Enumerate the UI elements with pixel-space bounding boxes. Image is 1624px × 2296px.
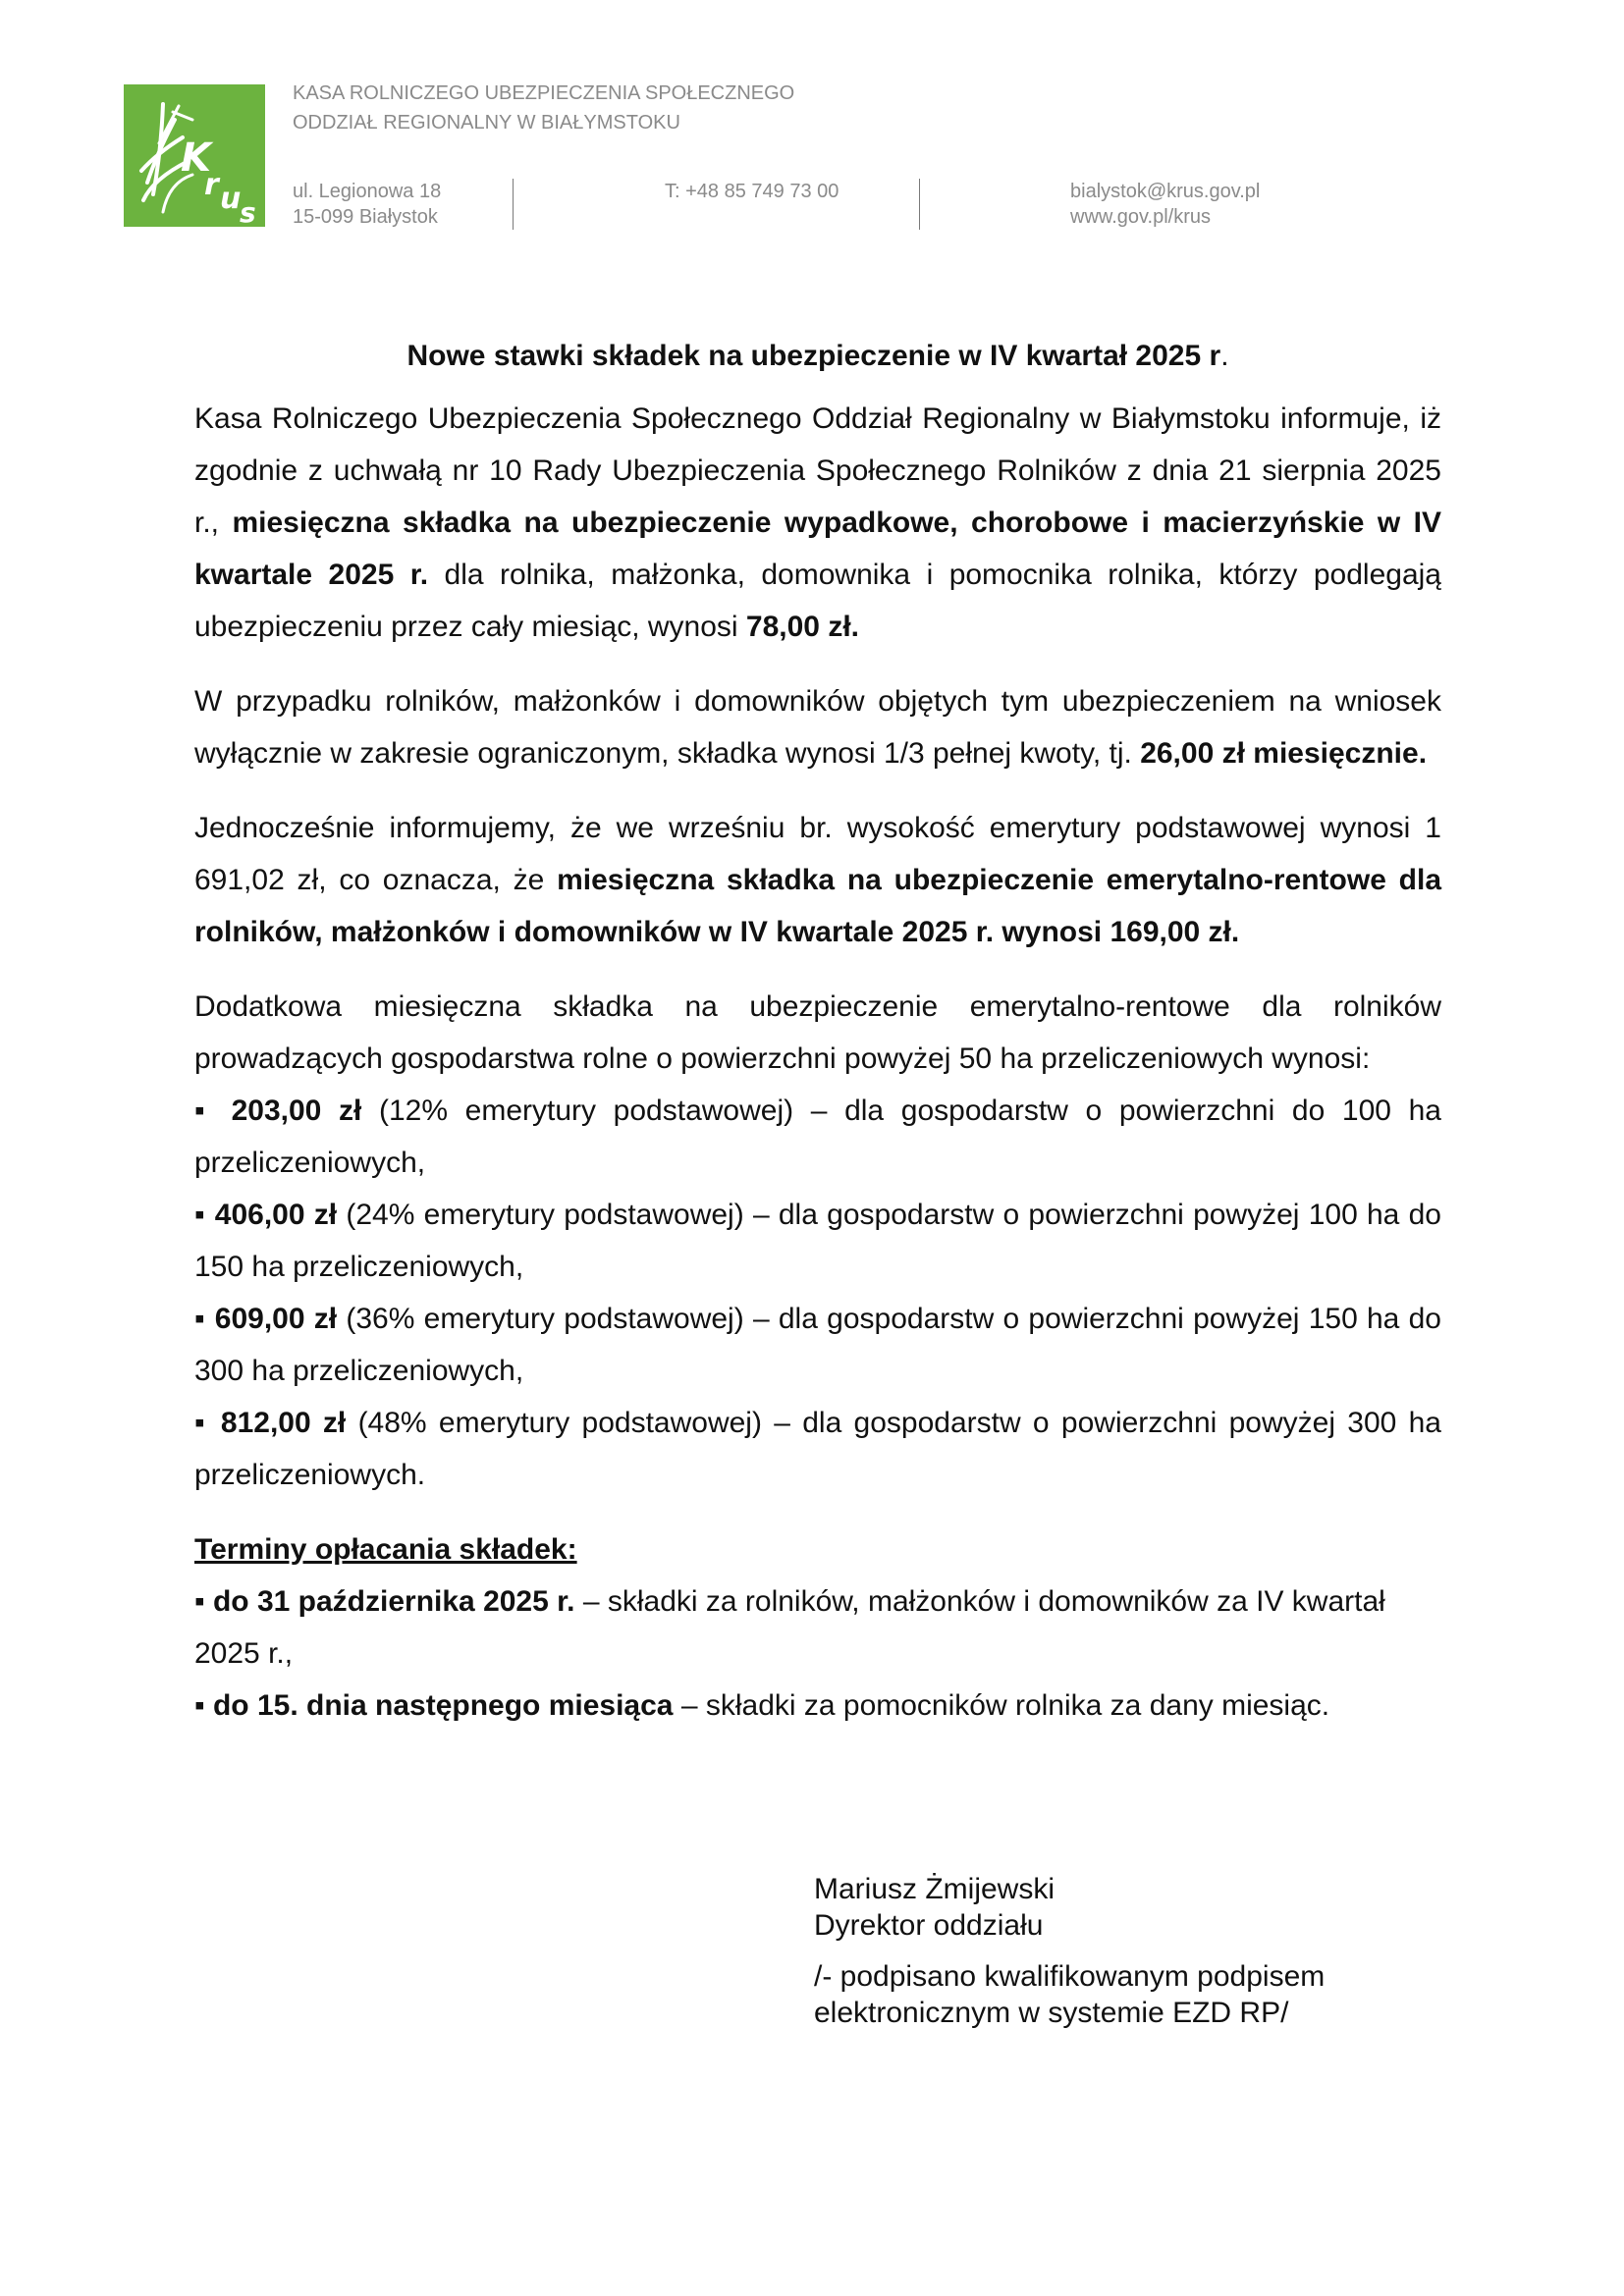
paragraph-text: W przypadku rolników, małżonków i domowników objętych tym ubezpieczeniem na wniosek wyłącznie w zakresie ograniczonym, składka wynosi 1/3 pełnej kwoty, tj. bbox=[194, 685, 1441, 770]
list-item bbox=[194, 1189, 1441, 1293]
signature-note-line1: /- podpisano kwalifikowanym podpisem bbox=[814, 1960, 1326, 1993]
paragraph-text: Jednocześnie informujemy, że we wrześniu br. wysokość emerytury podstawowej wynosi 1 691,02 zł, co oznacza, że bbox=[194, 812, 1441, 896]
paragraph-accident-insurance bbox=[194, 393, 1441, 653]
term-deadline: do 31 października 2025 r. bbox=[212, 1585, 575, 1618]
bullet-icon: ▪ bbox=[194, 1199, 215, 1231]
payment-terms bbox=[194, 1523, 1441, 1732]
svg-text:K: K bbox=[181, 135, 211, 181]
paragraph-bold: 26,00 zł miesięcznie. bbox=[1140, 737, 1428, 770]
rate-description: (36% emerytury podstawowej) – dla gospodarstw o powierzchni powyżej 150 ha do 300 ha przeliczeniowych, bbox=[194, 1303, 1441, 1387]
document-title bbox=[194, 330, 1441, 383]
paragraph-bold: miesięczna składka na ubezpieczenie wypadkowe, chorobowe i macierzyńskie w IV kwartale 2025 r. bbox=[194, 507, 1442, 591]
term-description: – składki za rolników, małżonków i domowników za IV kwartał 2025 r., bbox=[194, 1585, 1385, 1670]
paragraph-bold: miesięczna składka na ubezpieczenie emerytalno-rentowe dla rolników, małżonków i domowników w IV kwartale 2025 r. wynosi 169,00 zł. bbox=[194, 864, 1442, 948]
bullet-icon: ▪ bbox=[194, 1585, 213, 1618]
signatory-position: Dyrektor oddziału bbox=[814, 1909, 1044, 1942]
paragraph-limited-insurance bbox=[194, 675, 1441, 779]
org-name-line2: ODDZIAŁ REGIONALNY W BIAŁYMSTOKU bbox=[293, 112, 680, 133]
bullet-icon: ▪ bbox=[194, 1689, 213, 1722]
contact-block bbox=[1070, 179, 1260, 230]
bullet-icon: ▪ bbox=[194, 1407, 221, 1439]
document-body bbox=[194, 330, 1441, 1732]
paragraph-pension-insurance bbox=[194, 802, 1441, 958]
list-item bbox=[194, 1085, 1441, 1189]
website-link[interactable]: www.gov.pl/krus bbox=[1070, 206, 1212, 228]
list-item bbox=[194, 1293, 1441, 1397]
rates-intro: Dodatkowa miesięczna składka na ubezpieczenie emerytalno-rentowe dla rolników prowadzących gospodarstwa rolne o powierzchni powyżej 50 ha przeliczeniowych wynosi: bbox=[194, 990, 1441, 1075]
paragraph-bold: 78,00 zł. bbox=[745, 611, 859, 643]
title-text: Nowe stawki składek na ubezpieczenie w IV kwartał 2025 r bbox=[406, 340, 1221, 372]
org-name-line1: KASA ROLNICZEGO UBEZPIECZENIA SPOŁECZNEGO bbox=[293, 82, 795, 104]
signatory-name: Mariusz Żmijewski bbox=[814, 1873, 1056, 1905]
rate-description: (48% emerytury podstawowej) – dla gospodarstw o powierzchni powyżej 300 ha przeliczeniowych. bbox=[194, 1407, 1441, 1491]
list-item bbox=[194, 1397, 1441, 1501]
list-item bbox=[194, 1680, 1441, 1732]
rate-amount: 812,00 zł bbox=[220, 1407, 347, 1439]
list-item bbox=[194, 1575, 1441, 1680]
term-description: – składki za pomocników rolnika za dany miesiąc. bbox=[673, 1689, 1330, 1722]
rate-description: (12% emerytury podstawowej) – dla gospodarstw o powierzchni do 100 ha przeliczeniowych, bbox=[194, 1095, 1441, 1179]
bullet-icon: ▪ bbox=[194, 1303, 215, 1335]
bullet-icon: ▪ bbox=[194, 1095, 232, 1127]
signature-block bbox=[814, 1871, 1325, 2031]
rate-amount: 609,00 zł bbox=[214, 1303, 338, 1335]
paragraph-text: Kasa Rolniczego Ubezpieczenia Społecznego Oddział Regionalny w Białymstoku informuje, iż zgodnie z uchwałą nr 10 Rady Ubezpieczenia Społecznego Rolników z dnia 21 sierpnia 2025 r., bbox=[194, 402, 1441, 539]
email-link[interactable]: bialystok@krus.gov.pl bbox=[1070, 181, 1261, 202]
terms-heading: Terminy opłacania składek: bbox=[194, 1533, 577, 1566]
address-block bbox=[293, 179, 441, 230]
rate-amount: 406,00 zł bbox=[214, 1199, 338, 1231]
svg-text:s: s bbox=[240, 196, 256, 227]
header-divider bbox=[919, 179, 920, 230]
address-city: 15-099 Białystok bbox=[293, 206, 438, 228]
phone-number: T: +48 85 749 73 00 bbox=[665, 181, 839, 202]
title-period: . bbox=[1220, 340, 1229, 372]
paragraph-text: dla rolnika, małżonka, domownika i pomocnika rolnika, którzy podlegają ubezpieczeniu przez cały miesiąc, wynosi bbox=[194, 559, 1441, 643]
rate-amount: 203,00 zł bbox=[231, 1095, 362, 1127]
svg-text:r: r bbox=[204, 168, 219, 202]
rate-description: (24% emerytury podstawowej) – dla gospodarstw o powierzchni powyżej 100 ha do 150 ha przeliczeniowych, bbox=[194, 1199, 1441, 1283]
additional-rates bbox=[194, 981, 1441, 1501]
krus-logo-icon bbox=[124, 84, 265, 227]
svg-text:u: u bbox=[220, 182, 242, 216]
signature-note-line2: elektronicznym w systemie EZD RP/ bbox=[814, 1997, 1289, 2029]
header-divider bbox=[513, 179, 514, 230]
term-deadline: do 15. dnia następnego miesiąca bbox=[212, 1689, 674, 1722]
address-street: ul. Legionowa 18 bbox=[293, 181, 442, 202]
